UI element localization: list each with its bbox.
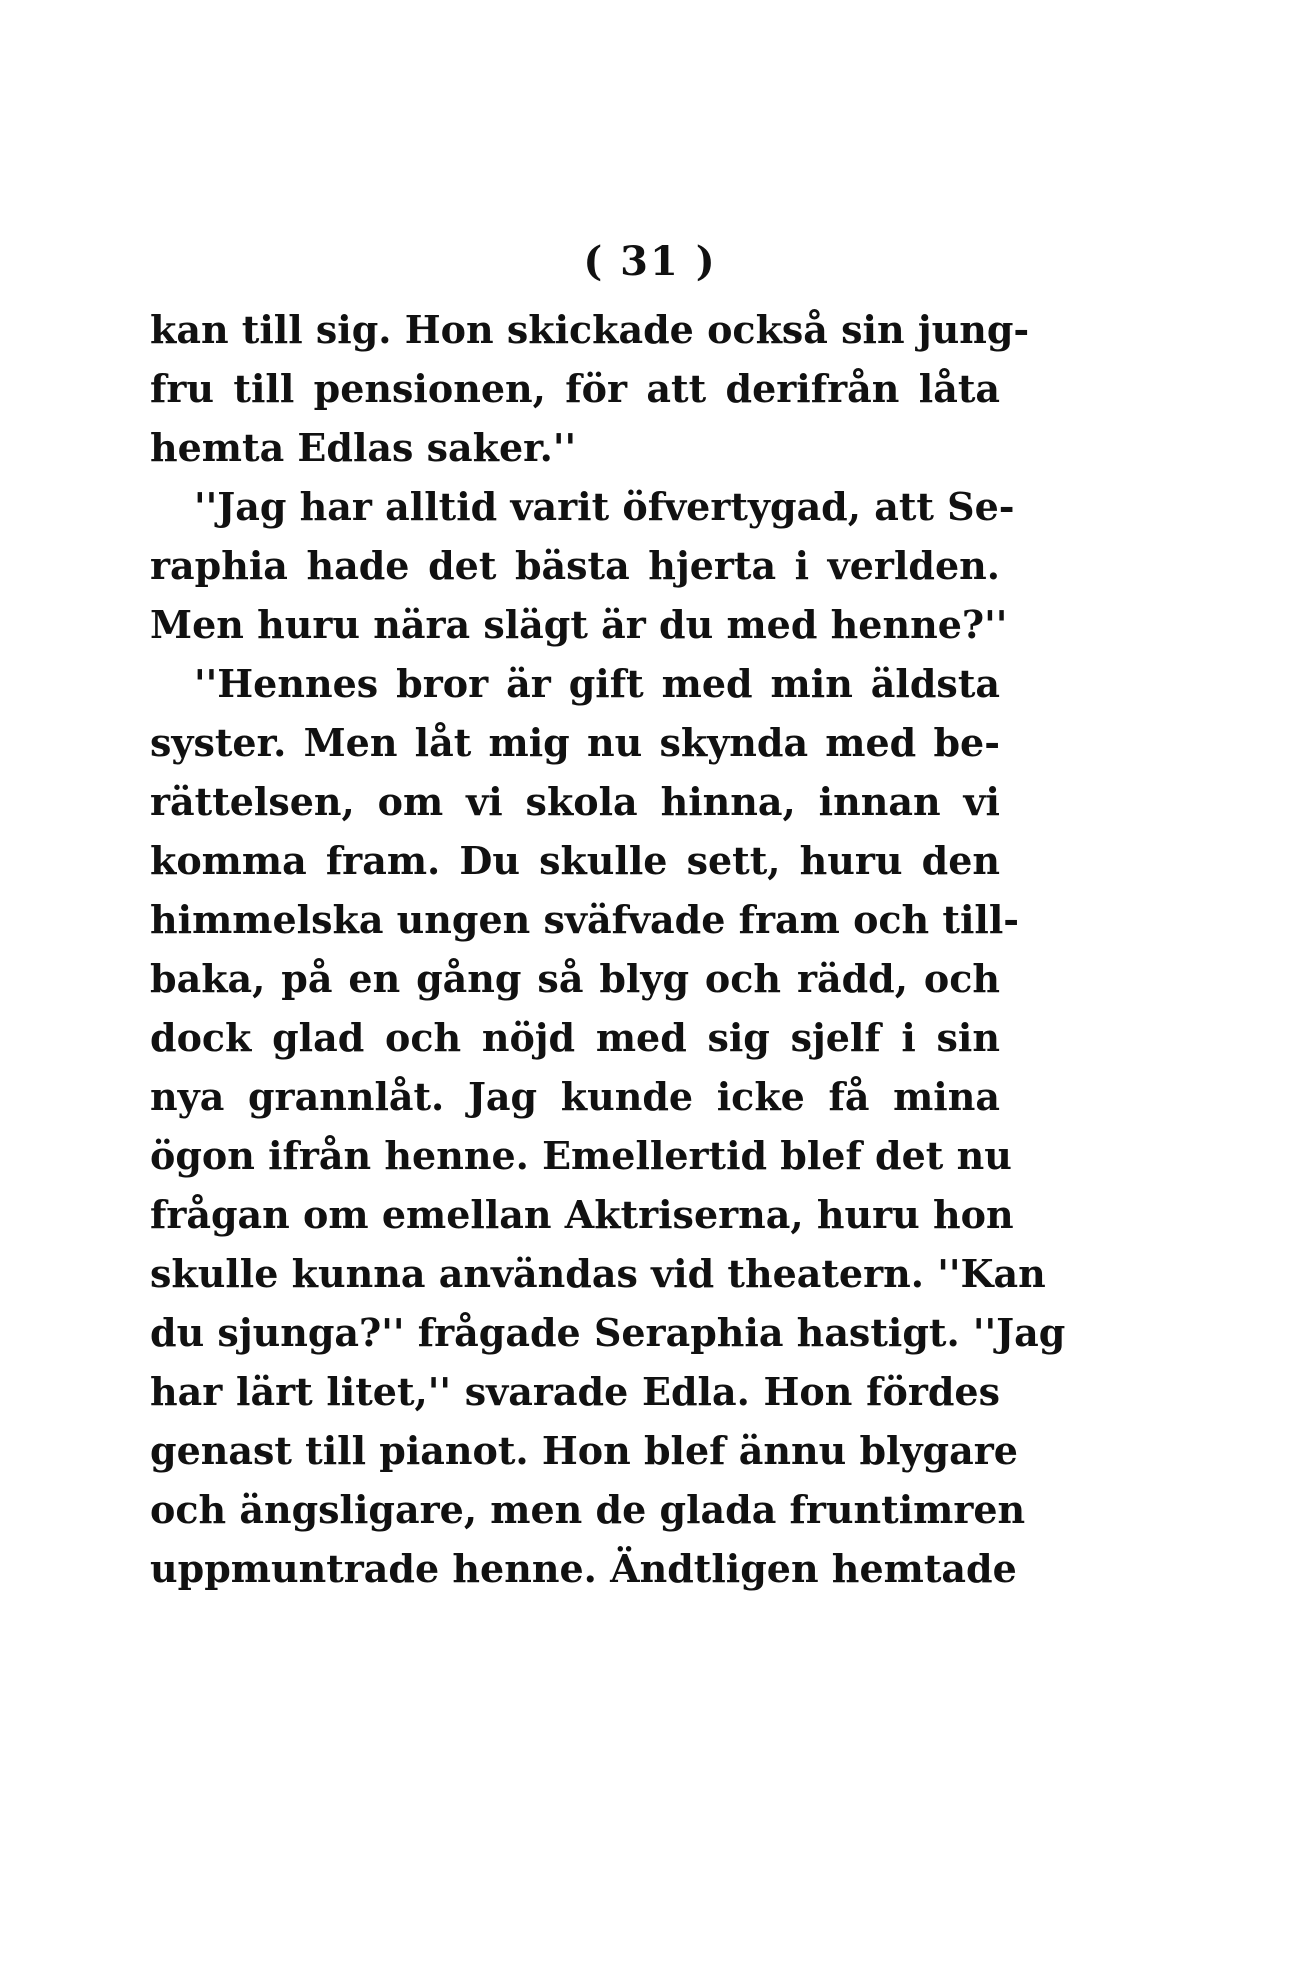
text-line: raphia hade det bästa hjerta i verlden.: [150, 543, 1000, 588]
text-line: hemta Edlas saker.'': [150, 425, 577, 470]
text-line: skulle kunna användas vid theatern. ''Kan: [150, 1251, 1046, 1296]
page-number: ( 31 ): [583, 238, 717, 285]
text-line: ''Jag har alltid varit öfvertygad, att Se-: [194, 484, 1015, 529]
text-line: komma fram. Du skulle sett, huru den: [150, 838, 1000, 883]
text-line: syster. Men låt mig nu skynda med be-: [150, 720, 1000, 765]
text-line: genast till pianot. Hon blef ännu blygare: [150, 1428, 1018, 1473]
text-line: och ängsligare, men de glada fruntimren: [150, 1487, 1026, 1532]
text-line: fru till pensionen, för att derifrån låta: [150, 366, 1000, 411]
text-line: nya grannlåt. Jag kunde icke få mina: [150, 1074, 1000, 1119]
text-line: ögon ifrån henne. Emellertid blef det nu: [150, 1133, 1012, 1178]
text-line: rättelsen, om vi skola hinna, innan vi: [150, 779, 1000, 824]
text-line: ''Hennes bror är gift med min äldsta: [194, 661, 1000, 706]
text-line: dock glad och nöjd med sig sjelf i sin: [150, 1015, 1000, 1060]
text-line: kan till sig. Hon skickade också sin jung-: [150, 307, 1030, 352]
text-line: Men huru nära slägt är du med henne?'': [150, 602, 1008, 647]
text-line: uppmuntrade henne. Ändtligen hemtade: [150, 1546, 1017, 1591]
text-line: du sjunga?'' frågade Seraphia hastigt. ''Jag: [150, 1310, 1066, 1355]
text-line: baka, på en gång så blyg och rädd, och: [150, 956, 1000, 1001]
body-text: [150, 300, 1066, 1598]
text-line: har lärt litet,'' svarade Edla. Hon fördes: [150, 1369, 1000, 1414]
text-line: frågan om emellan Aktriserna, huru hon: [150, 1192, 1014, 1237]
text-line: himmelska ungen sväfvade fram och till-: [150, 897, 1020, 942]
